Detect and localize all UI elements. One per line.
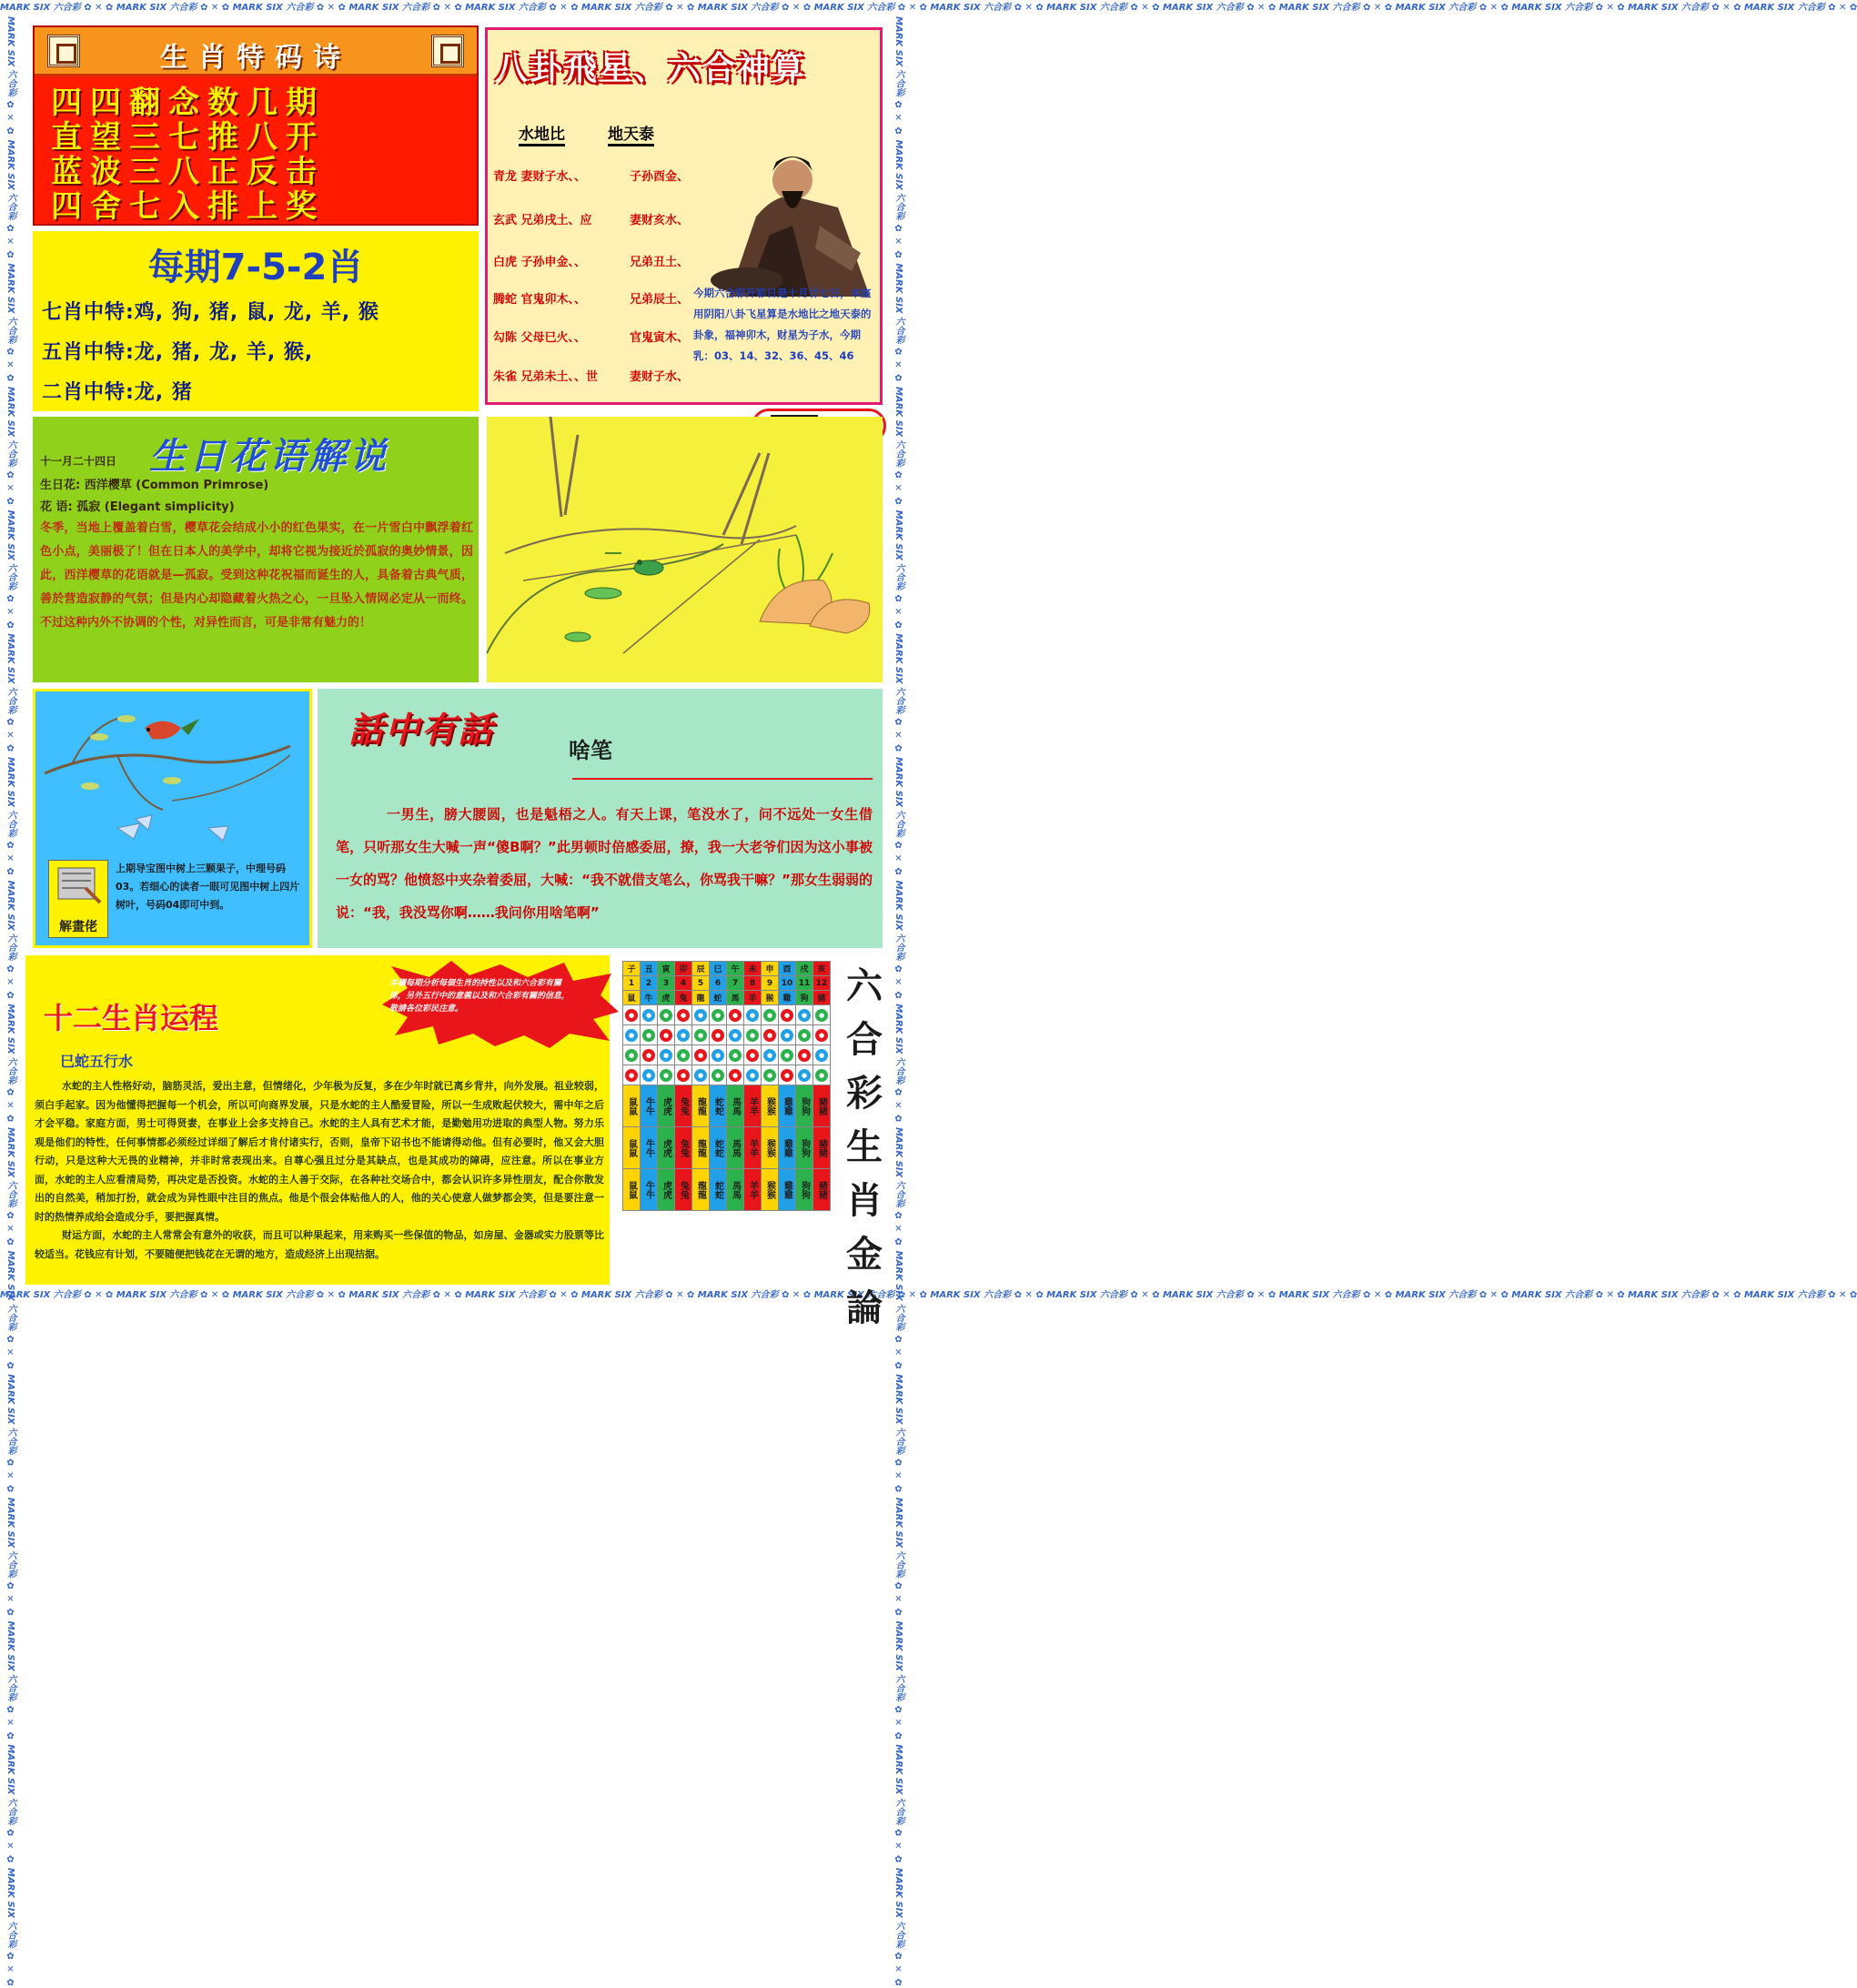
grid-cell: 3	[658, 976, 675, 991]
number-ball-icon: ●	[815, 1069, 828, 1082]
grid-cell	[710, 1005, 727, 1025]
grid-cell: 7	[727, 976, 744, 991]
grid-cell	[623, 1025, 641, 1045]
grid-cell: 鼠	[623, 991, 641, 1005]
grid-cell	[658, 1065, 675, 1085]
grid-cell	[762, 1065, 779, 1085]
number-ball-icon: ●	[746, 1049, 759, 1062]
bagua-row: 玄武 兄弟戌土、应 妻财亥水、	[493, 214, 690, 227]
grid-cell: 狗狗	[796, 1085, 813, 1127]
gua-left: 水地比	[519, 121, 565, 146]
grid-cell: 馬	[727, 991, 744, 1005]
zodiac-grid	[622, 961, 831, 1211]
grid-row	[623, 976, 831, 991]
grid-cell	[744, 1065, 762, 1085]
flower-name: 生日花: 西洋樱草 (Common Primrose)	[40, 479, 269, 492]
joke-title: 話中有話	[348, 709, 495, 750]
flower-body: 冬季，当地上覆盖着白雪，樱草花会结成小小的红色果实，在一片雪白中飘浮着红色小点，美丽极了！但在日本人的美学中，却将它视为接近於孤寂的奥妙情景，因此，西洋樱草的花语就是—孤寂。受到这种花祝福而诞生的人，具备着古典气质，善於营造寂静的气氛；但是内心却隐藏着火热之心，一旦坠入情网必定从一而终。不过这种内外不协调的个性，对异性而言，可是非常有魅力的！	[40, 521, 473, 630]
bagua-note: 今期六合彩开彩日是十月廿七日，本座用阴阳八卦飞星算是水地比之地天泰的卦象，福神卯木，财星为子水，今期乳：03、14、32、36、45、46	[693, 287, 872, 362]
grid-cell: 虎	[658, 991, 675, 1005]
grid-cell: 2	[641, 976, 658, 991]
joke-subtitle: 啥笔	[569, 738, 612, 763]
grid-cell	[658, 1005, 675, 1025]
grid-cell: 未	[744, 962, 762, 976]
poem-line: 四舍七入排上奖	[51, 188, 325, 225]
grid-cell	[641, 1045, 658, 1065]
number-ball-icon: ●	[642, 1009, 655, 1022]
frame-bottom: MARK SIX 六合彩 ✿ ✕ ✿ MARK SIX 六合彩 ✿ ✕ ✿ MARK SIX 六合彩 ✿ ✕ ✿ MARK SIX 六合彩 ✿ ✕ ✿ MARK SIX 六合彩 ✿ ✕ ✿ MARK SIX 六合彩 ✿ ✕ ✿ MARK SIX 六合彩 ✿ ✕ ✿ MARK SIX 六合彩 ✿ ✕ ✿ MARK SIX 六合彩 ✿ ✕ ✿ MARK SIX 六合彩 ✿ ✕ ✿ MARK SIX 六合彩 ✿ ✕ ✿ MARK SIX 六合彩 ✿ ✕ ✿ MARK SIX 六合彩 ✿ ✕ ✿ MARK SIX 六合彩 ✿ ✕ ✿ MARK SIX 六合彩 ✿ ✕ ✿ MARK SIX 六合彩 ✿ ✕ ✿	[0, 1290, 1857, 1300]
grid-cell	[692, 1045, 710, 1065]
grid-cell	[710, 1065, 727, 1085]
grid-cell	[744, 1045, 762, 1065]
number-ball-icon: ●	[625, 1009, 638, 1022]
grid-cell	[813, 1005, 831, 1025]
zodiac-note: 本欄每期分析每個生肖的持性以及和六合彩有關係，另外五行中的意義以及和六合彩有關的信息，敬請各位彩民注意。	[389, 979, 570, 1014]
grid-cell: 9	[762, 976, 779, 991]
grid-cell: 雞雞	[779, 1085, 796, 1127]
number-ball-icon: ●	[763, 1009, 776, 1022]
grid-cell: 寅	[658, 962, 675, 976]
painter-book-icon	[49, 861, 107, 913]
grid-cell: 猴猴	[762, 1085, 779, 1127]
grid-cell	[623, 1065, 641, 1085]
poem-header	[35, 27, 477, 76]
frame-left: MARK SIX 六合彩 ✿ ✕ ✿ MARK SIX 六合彩 ✿ ✕ ✿ MARK SIX 六合彩 ✿ ✕ ✿ MARK SIX 六合彩 ✿ ✕ ✿ MARK SIX 六合彩 ✿ ✕ ✿ MARK SIX 六合彩 ✿ ✕ ✿ MARK SIX 六合彩 ✿ ✕ ✿ MARK SIX 六合彩 ✿ ✕ ✿ MARK SIX 六合彩 ✿ ✕ ✿ MARK SIX 六合彩 ✿ ✕ ✿ MARK SIX 六合彩 ✿ ✕ ✿ MARK SIX 六合彩 ✿ ✕ ✿ MARK SIX 六合彩 ✿ ✕ ✿ MARK SIX 六合彩 ✿ ✕ ✿ MARK SIX 六合彩 ✿ ✕ ✿ MARK SIX 六合彩 ✿ ✕ ✿	[5, 16, 15, 1988]
grid-cell: 10	[779, 976, 796, 991]
grid-cell: 龍龍	[692, 1169, 710, 1211]
grid-cell: 豬豬	[813, 1169, 831, 1211]
number-ball-icon: ●	[729, 1049, 742, 1062]
bagua-row: 白虎 子孙申金、、 兄弟丑土、	[493, 256, 690, 269]
grid-cell: 牛牛	[641, 1127, 658, 1169]
grid-cell	[641, 1005, 658, 1025]
grid-cell: 牛	[641, 991, 658, 1005]
number-ball-icon: ●	[677, 1029, 690, 1042]
grid-cell	[813, 1025, 831, 1045]
number-ball-icon: ●	[660, 1069, 672, 1082]
number-ball-icon: ●	[781, 1049, 793, 1062]
number-ball-icon: ●	[798, 1029, 811, 1042]
number-ball-icon: ●	[694, 1049, 707, 1062]
grid-cell: 鼠鼠	[623, 1169, 641, 1211]
number-ball-icon: ●	[694, 1069, 707, 1082]
grid-cell	[779, 1045, 796, 1065]
number-ball-icon: ●	[712, 1069, 724, 1082]
joke-body: 一男生，膀大腰圆，也是魁梧之人。有天上课，笔没水了，问不远处一女生借笔，只听那女生大喊一声“傻B啊？”此男顿时倍感委屈，撩，我一大老爷们因为这小事被一女的骂？他愤怒中夹杂着委屈，大喊：“我不就借支笔么，你骂我干嘛？”那女生弱弱的说：“我，我没骂你啊……我问你用啥笔啊”	[336, 806, 873, 921]
grid-cell: 鼠鼠	[623, 1127, 641, 1169]
grid-cell: 雞	[779, 991, 796, 1005]
grid-cell: 亥	[813, 962, 831, 976]
gua-right: 地天泰	[608, 121, 654, 146]
grid-cell: 馬馬	[727, 1085, 744, 1127]
number-ball-icon: ●	[712, 1029, 724, 1042]
grid-row	[623, 1085, 831, 1127]
picture-answer-panel	[33, 689, 312, 948]
number-ball-icon: ●	[763, 1029, 776, 1042]
grid-cell: 龍龍	[692, 1127, 710, 1169]
grid-cell	[744, 1025, 762, 1045]
grid-cell: 兔兔	[675, 1169, 692, 1211]
number-ball-icon: ●	[815, 1009, 828, 1022]
number-ball-icon: ●	[660, 1029, 672, 1042]
number-ball-icon: ●	[729, 1029, 742, 1042]
grid-cell: 狗	[796, 991, 813, 1005]
grid-cell: 8	[744, 976, 762, 991]
grid-cell	[727, 1045, 744, 1065]
grid-cell	[727, 1005, 744, 1025]
grid-cell: 鼠鼠	[623, 1085, 641, 1127]
puzzle-picture-panel	[487, 417, 883, 682]
grid-cell: 猴	[762, 991, 779, 1005]
grid-cell: 子	[623, 962, 641, 976]
grid-cell: 虎虎	[658, 1169, 675, 1211]
grid-cell: 龍	[692, 991, 710, 1005]
number-ball-icon: ●	[660, 1049, 672, 1062]
divider	[572, 778, 873, 780]
sage-illustration	[692, 135, 874, 298]
grid-cell: 豬豬	[813, 1085, 831, 1127]
grid-cell: 羊羊	[744, 1169, 762, 1211]
grid-cell: 狗狗	[796, 1127, 813, 1169]
grid-cell	[796, 1025, 813, 1045]
grid-row	[623, 1005, 831, 1025]
side-title-char: 金	[846, 1233, 883, 1276]
grid-cell: 蛇	[710, 991, 727, 1005]
number-ball-icon: ●	[798, 1049, 811, 1062]
grid-cell: 11	[796, 976, 813, 991]
grid-cell: 兔兔	[675, 1127, 692, 1169]
number-ball-icon: ●	[712, 1009, 724, 1022]
number-ball-icon: ●	[712, 1049, 724, 1062]
bagua-row: 朱雀 兄弟未土、、世 妻财子水、	[493, 370, 690, 384]
grid-cell	[796, 1045, 813, 1065]
number-ball-icon: ●	[677, 1009, 690, 1022]
grid-cell: 猴猴	[762, 1127, 779, 1169]
poem-line: 蓝波三八正反击	[51, 154, 325, 190]
grid-cell	[641, 1025, 658, 1045]
grid-cell	[658, 1025, 675, 1045]
number-ball-icon: ●	[642, 1049, 655, 1062]
grid-cell: 虎虎	[658, 1085, 675, 1127]
grid-cell	[779, 1005, 796, 1025]
number-ball-icon: ●	[746, 1029, 759, 1042]
grid-cell: 蛇蛇	[710, 1085, 727, 1127]
grid-cell	[692, 1065, 710, 1085]
grid-cell	[692, 1005, 710, 1025]
side-title	[844, 959, 884, 1335]
poem-title: 生肖特码诗	[160, 42, 351, 74]
number-ball-icon: ●	[694, 1009, 707, 1022]
grid-cell	[762, 1045, 779, 1065]
grid-cell: 虎虎	[658, 1127, 675, 1169]
side-title-char: 論	[846, 1287, 883, 1329]
bagua-row: 腾蛇 官鬼卯木、、 兄弟辰土、	[493, 293, 690, 307]
zodiac-paragraph: 财运方面，水蛇的主人常常会有意外的收获，而且可以种果起来，用来购买一些保值的物品，如房屋、金器或实力股票等比较适当。花钱应有计划，不要随便把钱花在无谓的地方，造成经济上出现拮据。	[35, 1229, 604, 1260]
grid-cell: 兔兔	[675, 1085, 692, 1127]
grid-cell: 羊	[744, 991, 762, 1005]
bagua-title: 八卦飛星、六合神算	[495, 49, 807, 87]
grid-cell: 5	[692, 976, 710, 991]
number-ball-icon: ●	[625, 1029, 638, 1042]
number-ball-icon: ●	[625, 1049, 638, 1062]
grid-row	[623, 991, 831, 1005]
grid-cell	[796, 1005, 813, 1025]
grid-cell	[779, 1065, 796, 1085]
grid-cell: 丑	[641, 962, 658, 976]
number-ball-icon: ●	[763, 1049, 776, 1062]
number-ball-icon: ●	[746, 1009, 759, 1022]
answer-icon-box	[48, 860, 108, 938]
grid-cell	[779, 1025, 796, 1045]
bagua-row: 勾陈 父母巳火、、 官鬼寅木、	[493, 331, 690, 345]
grid-cell	[623, 1045, 641, 1065]
number-ball-icon: ●	[677, 1049, 690, 1062]
number-ball-icon: ●	[781, 1029, 793, 1042]
grid-cell	[762, 1025, 779, 1045]
grid-row	[623, 1065, 831, 1085]
answer-text: 上期导宝图中树上三颗果子，中理号码03。若细心的读者一眼可见图中树上四片树叶，号码04即可中到。	[116, 863, 300, 911]
grid-cell: 羊羊	[744, 1085, 762, 1127]
grid-cell: 兔	[675, 991, 692, 1005]
bagua-panel	[485, 27, 883, 405]
grid-cell: 豬豬	[813, 1127, 831, 1169]
zodiac-fortune-panel	[25, 955, 610, 1285]
grid-cell: 蛇蛇	[710, 1169, 727, 1211]
grid-cell	[658, 1045, 675, 1065]
grid-cell: 巳	[710, 962, 727, 976]
side-title-char: 肖	[846, 1179, 883, 1222]
grid-cell: 1	[623, 976, 641, 991]
number-ball-icon: ●	[625, 1069, 638, 1082]
grid-row	[623, 1169, 831, 1211]
flower-language: 花 语: 孤寂 (Elegant simplicity)	[40, 500, 235, 514]
grid-cell: 戌	[796, 962, 813, 976]
poem-line: 直望三七推八开	[51, 119, 325, 156]
prediction-panel	[33, 231, 479, 411]
prediction-row: 二肖中特:龙, 猪	[42, 381, 193, 404]
number-ball-icon: ●	[781, 1009, 793, 1022]
number-ball-icon: ●	[660, 1009, 672, 1022]
grid-cell	[675, 1045, 692, 1065]
poem-lines	[51, 86, 460, 224]
number-ball-icon: ●	[798, 1009, 811, 1022]
joke-panel	[318, 689, 883, 948]
zodiac-grid-panel	[619, 955, 884, 1329]
zodiac-title: 十二生肖运程	[44, 1001, 219, 1035]
grid-cell	[710, 1025, 727, 1045]
grid-cell: 雞雞	[779, 1169, 796, 1211]
grid-cell: 6	[710, 976, 727, 991]
grid-cell: 辰	[692, 962, 710, 976]
grid-cell: 羊羊	[744, 1127, 762, 1169]
grid-cell: 馬馬	[727, 1169, 744, 1211]
grid-cell	[623, 1005, 641, 1025]
bird-branch-illustration	[35, 691, 315, 851]
flower-panel	[33, 417, 479, 682]
number-ball-icon: ●	[746, 1069, 759, 1082]
grid-row	[623, 1025, 831, 1045]
grid-cell: 雞雞	[779, 1127, 796, 1169]
frame-right: MARK SIX 六合彩 ✿ ✕ ✿ MARK SIX 六合彩 ✿ ✕ ✿ MARK SIX 六合彩 ✿ ✕ ✿ MARK SIX 六合彩 ✿ ✕ ✿ MARK SIX 六合彩 ✿ ✕ ✿ MARK SIX 六合彩 ✿ ✕ ✿ MARK SIX 六合彩 ✿ ✕ ✿ MARK SIX 六合彩 ✿ ✕ ✿ MARK SIX 六合彩 ✿ ✕ ✿ MARK SIX 六合彩 ✿ ✕ ✿ MARK SIX 六合彩 ✿ ✕ ✿ MARK SIX 六合彩 ✿ ✕ ✿ MARK SIX 六合彩 ✿ ✕ ✿ MARK SIX 六合彩 ✿ ✕ ✿ MARK SIX 六合彩 ✿ ✕ ✿ MARK SIX 六合彩 ✿ ✕ ✿	[893, 16, 903, 1988]
grid-cell: 12	[813, 976, 831, 991]
side-title-char: 生	[846, 1125, 883, 1168]
side-title-char: 彩	[846, 1072, 883, 1115]
number-ball-icon: ●	[729, 1069, 742, 1082]
grid-cell: 蛇蛇	[710, 1127, 727, 1169]
number-ball-icon: ●	[815, 1049, 828, 1062]
grid-cell: 酉	[779, 962, 796, 976]
number-ball-icon: ●	[694, 1029, 707, 1042]
number-ball-icon: ●	[763, 1069, 776, 1082]
grid-cell: 牛牛	[641, 1169, 658, 1211]
poem-panel	[33, 25, 479, 226]
side-title-char: 合	[846, 1018, 883, 1061]
grid-cell	[641, 1065, 658, 1085]
number-ball-icon: ●	[815, 1029, 828, 1042]
number-ball-icon: ●	[677, 1069, 690, 1082]
grid-cell	[675, 1005, 692, 1025]
flower-date: 十一月二十四日	[40, 455, 117, 468]
zodiac-paragraph: 水蛇的主人性格好动，脑筋灵活，爱出主意，但情绪化，少年极为反复，多在少年时就已离乡背井，向外发展。祖业较弱，须白手起家。因为他懂得把握每一个机会，所以可向商界发展，只是水蛇的主人酷爱冒险，所以一生成败起伏较大，需中年之后才会平稳。家庭方面，男士可得贤妻，在事业上会多支持自己。水蛇的主人具有艺术才能，是勤勉用功进取的典型人物。努力乐观是他们的特性，任何事情都必须经过详细了解后才肯付诸实行，否则，皇帝下诏书也不能请得动他。但有必要时，他又会大胆行动，只是这种大无畏的业精神，并非时常表现出来。自尊心强且过分是其缺点，也是其成功的障碍，应注意。所以在事业方面，水蛇的主人应看清局势，再决定是否投资。水蛇的主人善于交际，在各种社交场合中，都会认识许多异性朋友，配合你散发出的自然美，稍加打扮，就会成为异性眼中注目的焦点。他是个很会体贴他人的人，他的关心使意人做梦都会笑，但是要注意一时的热情养成给会造成分手，要把握真情。	[35, 1080, 604, 1223]
zodiac-subtitle: 巳蛇五行水	[60, 1053, 134, 1070]
grid-cell: 午	[727, 962, 744, 976]
grid-row	[623, 962, 831, 976]
grid-cell: 申	[762, 962, 779, 976]
number-ball-icon: ●	[729, 1009, 742, 1022]
grid-cell	[813, 1045, 831, 1065]
grid-cell	[727, 1065, 744, 1085]
grid-row	[623, 1045, 831, 1065]
grid-cell: 4	[675, 976, 692, 991]
frame-top: MARK SIX 六合彩 ✿ ✕ ✿ MARK SIX 六合彩 ✿ ✕ ✿ MARK SIX 六合彩 ✿ ✕ ✿ MARK SIX 六合彩 ✿ ✕ ✿ MARK SIX 六合彩 ✿ ✕ ✿ MARK SIX 六合彩 ✿ ✕ ✿ MARK SIX 六合彩 ✿ ✕ ✿ MARK SIX 六合彩 ✿ ✕ ✿ MARK SIX 六合彩 ✿ ✕ ✿ MARK SIX 六合彩 ✿ ✕ ✿ MARK SIX 六合彩 ✿ ✕ ✿ MARK SIX 六合彩 ✿ ✕ ✿ MARK SIX 六合彩 ✿ ✕ ✿ MARK SIX 六合彩 ✿ ✕ ✿ MARK SIX 六合彩 ✿ ✕ ✿ MARK SIX 六合彩 ✿ ✕ ✿	[0, 3, 1857, 13]
grid-cell: 豬	[813, 991, 831, 1005]
pond-illustration	[487, 417, 883, 682]
grid-cell	[744, 1005, 762, 1025]
grid-cell	[762, 1005, 779, 1025]
zodiac-body	[35, 1077, 604, 1264]
grid-cell	[813, 1065, 831, 1085]
grid-cell: 馬馬	[727, 1127, 744, 1169]
side-title-char: 六	[846, 964, 883, 1007]
grid-row	[623, 1127, 831, 1169]
grid-cell	[692, 1025, 710, 1045]
grid-cell: 狗狗	[796, 1169, 813, 1211]
grid-cell	[710, 1045, 727, 1065]
number-ball-icon: ●	[642, 1029, 655, 1042]
flower-title: 生日花语解说	[149, 435, 389, 478]
prediction-title: 每期7-5-2肖	[147, 247, 364, 288]
grid-cell	[796, 1065, 813, 1085]
bagua-row: 青龙 妻财子水、、 子孙酉金、	[493, 170, 690, 184]
grid-cell: 猴猴	[762, 1169, 779, 1211]
number-ball-icon: ●	[781, 1069, 793, 1082]
grid-cell: 卯	[675, 962, 692, 976]
grid-cell	[727, 1025, 744, 1045]
answer-label: 解畫佬	[59, 920, 97, 934]
grid-cell: 龍龍	[692, 1085, 710, 1127]
prediction-row: 七肖中特:鸡, 狗, 猪, 鼠, 龙, 羊, 猴	[42, 301, 379, 324]
number-ball-icon: ●	[642, 1069, 655, 1082]
grid-cell	[675, 1065, 692, 1085]
number-ball-icon: ●	[798, 1069, 811, 1082]
poem-line: 四四翻念数几期	[51, 85, 325, 121]
grid-cell	[675, 1025, 692, 1045]
grid-cell: 牛牛	[641, 1085, 658, 1127]
prediction-row: 五肖中特:龙, 猪, 龙, 羊, 猴,	[42, 341, 314, 364]
